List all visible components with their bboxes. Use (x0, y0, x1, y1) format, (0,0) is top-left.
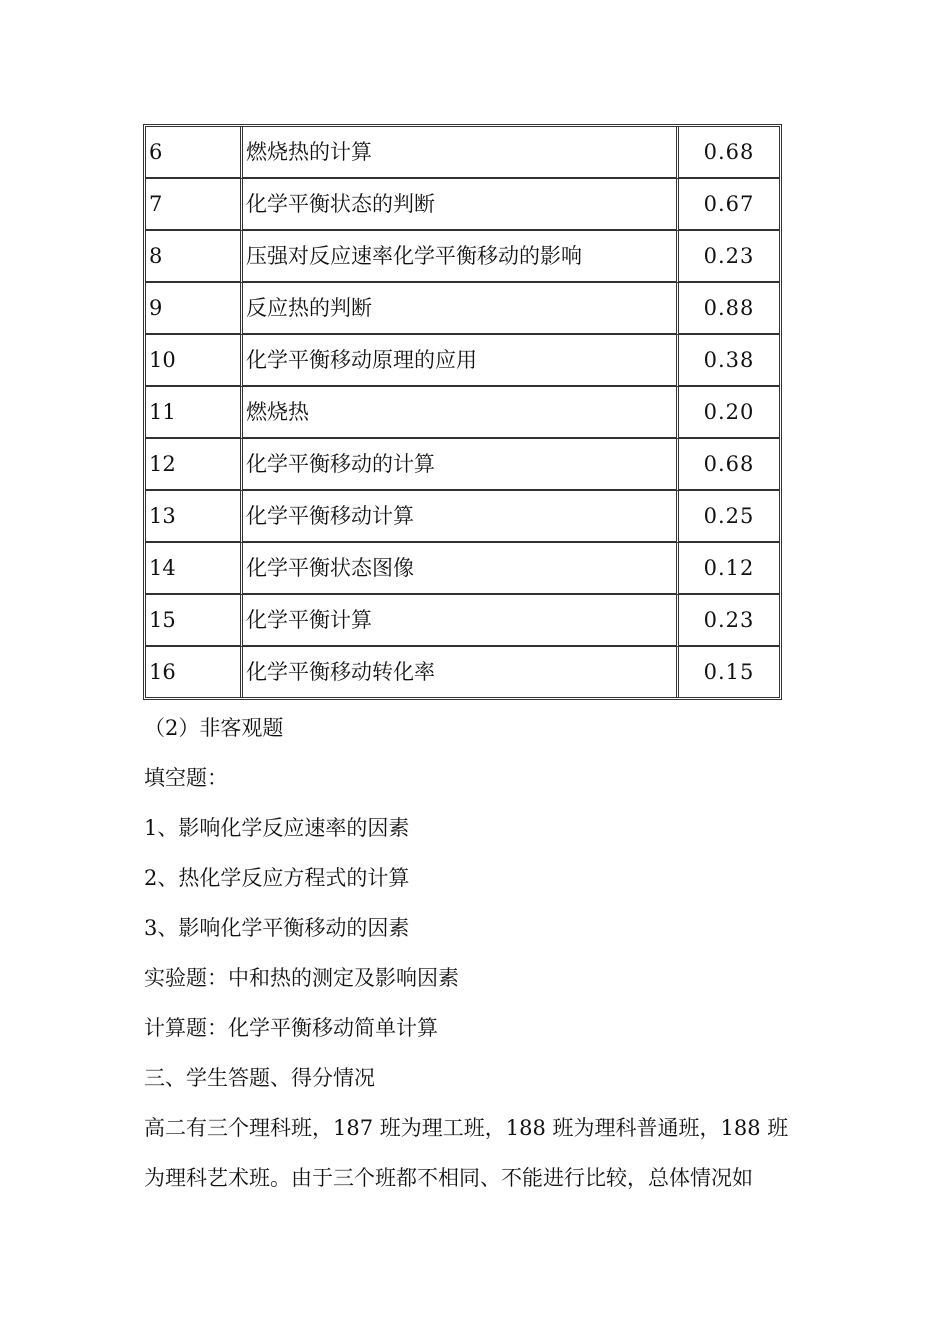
table-row (146, 335, 779, 387)
paragraph: 3、影响化学平衡移动的因素 (144, 916, 410, 940)
paragraph: 为理科艺术班。由于三个班都不相同、不能进行比较，总体情况如 (144, 1166, 753, 1190)
table-row (146, 595, 779, 647)
table-row (146, 231, 779, 283)
paragraph: 实验题：中和热的测定及影响因素 (144, 966, 459, 990)
difficulty-table (143, 124, 782, 700)
knowledge-point-cell: 压强对反应速率化学平衡移动的影响 (243, 231, 679, 283)
knowledge-point-cell: 化学平衡计算 (243, 595, 679, 647)
knowledge-point-cell: 化学平衡移动转化率 (243, 647, 679, 697)
question-number-cell: 6 (146, 127, 243, 179)
knowledge-point-cell: 化学平衡移动计算 (243, 491, 679, 543)
question-number-cell: 9 (146, 283, 243, 335)
paragraph: 高二有三个理科班，187 班为理工班，188 班为理科普通班，188 班 (144, 1116, 789, 1140)
paragraph: 填空题： (144, 766, 228, 790)
difficulty-value-cell: 0.68 (679, 127, 779, 179)
question-number-cell: 10 (146, 335, 243, 387)
knowledge-point-cell: 化学平衡移动的计算 (243, 439, 679, 491)
paragraph: 2、热化学反应方程式的计算 (144, 866, 410, 890)
question-number-cell: 16 (146, 647, 243, 697)
difficulty-value-cell: 0.12 (679, 543, 779, 595)
table-row (146, 543, 779, 595)
document-body-text (144, 703, 824, 1203)
table-row (146, 647, 779, 697)
table-row (146, 387, 779, 439)
difficulty-value-cell: 0.23 (679, 231, 779, 283)
paragraph: 三、学生答题、得分情况 (144, 1066, 375, 1090)
question-number-cell: 7 (146, 179, 243, 231)
difficulty-value-cell: 0.67 (679, 179, 779, 231)
question-number-cell: 12 (146, 439, 243, 491)
paragraph: （2）非客观题 (144, 716, 284, 740)
difficulty-value-cell: 0.88 (679, 283, 779, 335)
question-number-cell: 13 (146, 491, 243, 543)
difficulty-value-cell: 0.68 (679, 439, 779, 491)
difficulty-table-body (146, 127, 779, 697)
table-row (146, 491, 779, 543)
difficulty-value-cell: 0.15 (703, 660, 755, 684)
difficulty-value-cell: 0.38 (679, 335, 779, 387)
knowledge-point-cell: 化学平衡移动原理的应用 (243, 335, 679, 387)
question-number-cell: 8 (146, 231, 243, 283)
question-number-cell: 11 (146, 387, 243, 439)
table-row (146, 439, 779, 491)
knowledge-point-cell: 化学平衡状态的判断 (243, 179, 679, 231)
difficulty-value-cell: 0.20 (679, 387, 779, 439)
difficulty-value-cell: 0.23 (679, 595, 779, 647)
paragraph: 计算题：化学平衡移动简单计算 (144, 1016, 438, 1040)
paragraph: 1、影响化学反应速率的因素 (144, 816, 410, 840)
knowledge-point-cell: 燃烧热的计算 (243, 127, 679, 179)
table-row (146, 283, 779, 335)
table-row (146, 179, 779, 231)
knowledge-point-cell: 燃烧热 (243, 387, 679, 439)
knowledge-point-cell: 化学平衡状态图像 (243, 543, 679, 595)
difficulty-value-cell: 0.25 (679, 491, 779, 543)
knowledge-point-cell: 反应热的判断 (243, 283, 679, 335)
table-row (146, 127, 779, 179)
question-number-cell: 14 (146, 543, 243, 595)
question-number-cell: 15 (146, 595, 243, 647)
